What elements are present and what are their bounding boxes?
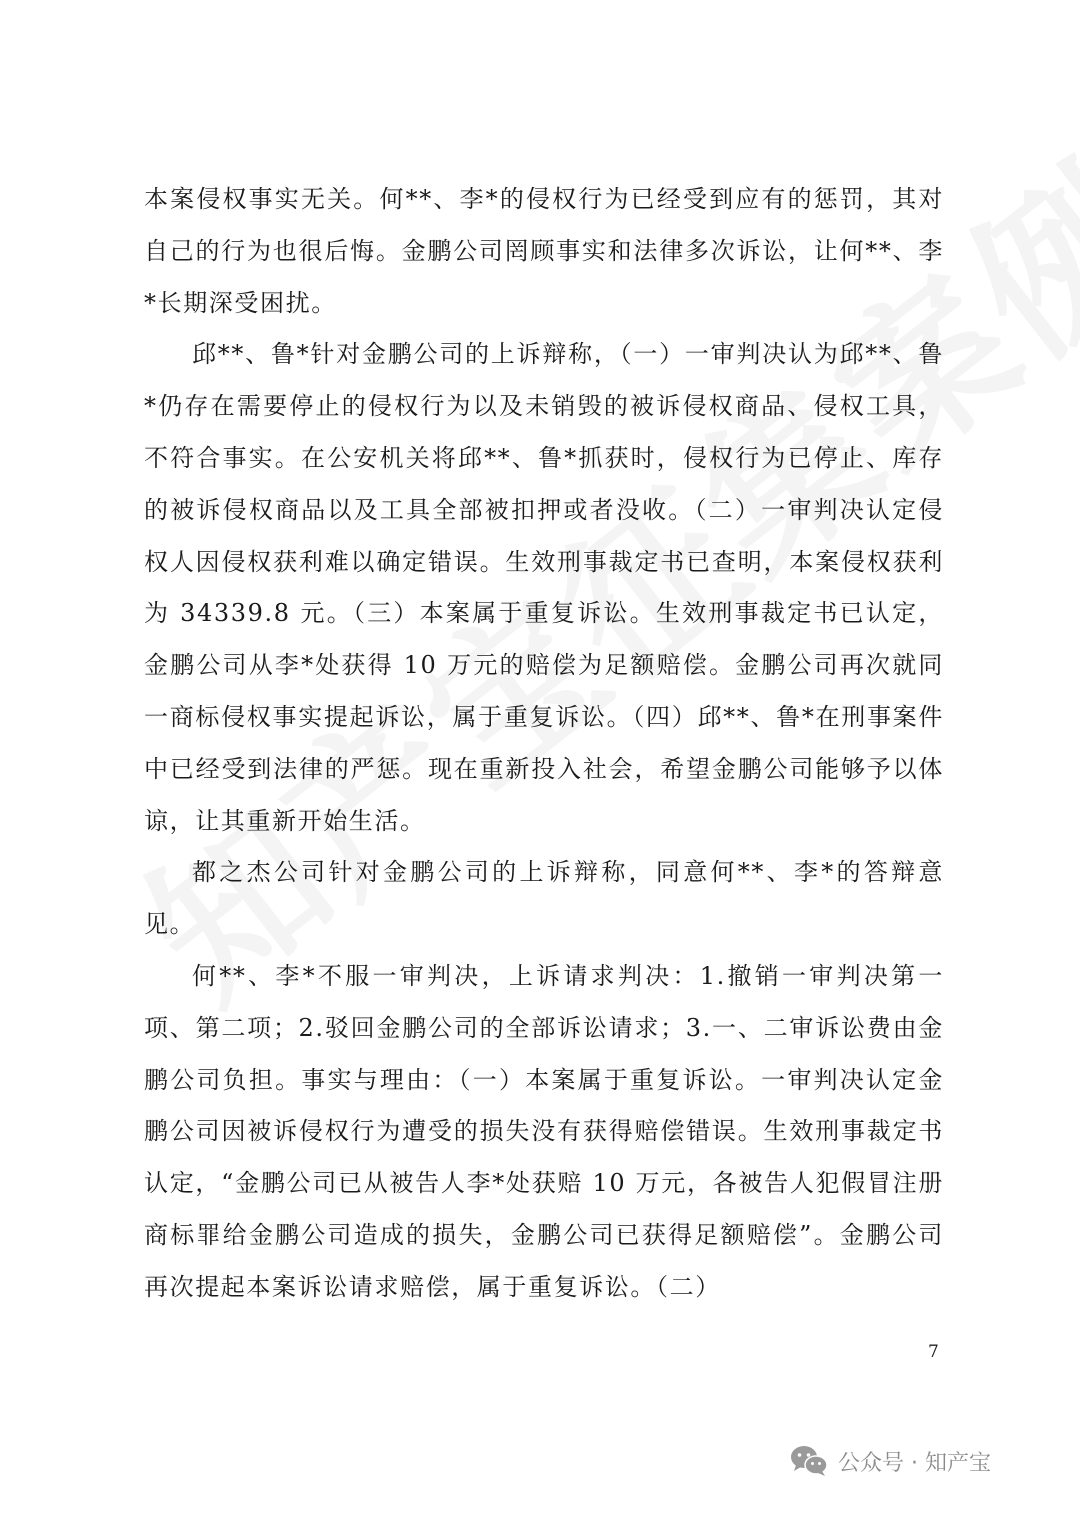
paragraph-duzhijie-defense: 都之杰公司针对金鹏公司的上诉辩称，同意何**、李*的答辩意见。 [144, 858, 944, 939]
page-number: 7 [928, 1342, 939, 1362]
wechat-footer [790, 1441, 991, 1481]
document-body [144, 174, 944, 1314]
paragraph-he-li-appeal: 何**、李*不服一审判决，上诉请求判决：1.撤销一审判决第一项、第二项；2.驳回金鹏公司的全部诉讼请求；3.一、二审诉讼费由金鹏公司负担。事实与理由：（一）本案属于重复诉讼。一审判决认定金鹏公司因被诉侵权行为遭受的损失没有获得赔偿错误。生效刑事裁定书认定，“金鹏公司已从被告人李*处获赔 10 万元，各被告人犯假冒注册商标罪给金鹏公司造成的损失，金鹏公司已获得足额赔偿”。金鹏公司再次提起本案诉讼请求赔偿，属于重复诉讼。（二） [144, 961, 944, 1301]
paragraph-qiu-lu-defense: 邱**、鲁*针对金鹏公司的上诉辩称，（一）一审判决认为邱**、鲁*仍存在需要停止的侵权行为以及未销毁的被诉侵权商品、侵权工具，不符合事实。在公安机关将邱**、鲁*抓获时，侵权行为已停止、库存的被诉侵权商品以及工具全部被扣押或者没收。（二）一审判决认定侵权人因侵权获利难以确定错误。生效刑事裁定书已查明，本案侵权获利为 34339.8 元。（三）本案属于重复诉讼。生效刑事裁定书已认定，金鹏公司从李*处获得 10 万元的赔偿为足额赔偿。金鹏公司再次就同一商标侵权事实提起诉讼，属于重复诉讼。（四）邱**、鲁*在刑事案件中已经受到法律的严惩。现在重新投入社会，希望金鹏公司能够予以体谅，让其重新开始生活。 [144, 340, 944, 835]
wechat-icon [790, 1444, 828, 1478]
footer-account-name: 公众号 · 知产宝 [838, 1450, 991, 1476]
paragraph-continued: 本案侵权事实无关。何**、李*的侵权行为已经受到应有的惩罚，其对自己的行为也很后悔。金鹏公司罔顾事实和法律多次诉讼，让何**、李*长期深受困扰。 [144, 185, 944, 317]
